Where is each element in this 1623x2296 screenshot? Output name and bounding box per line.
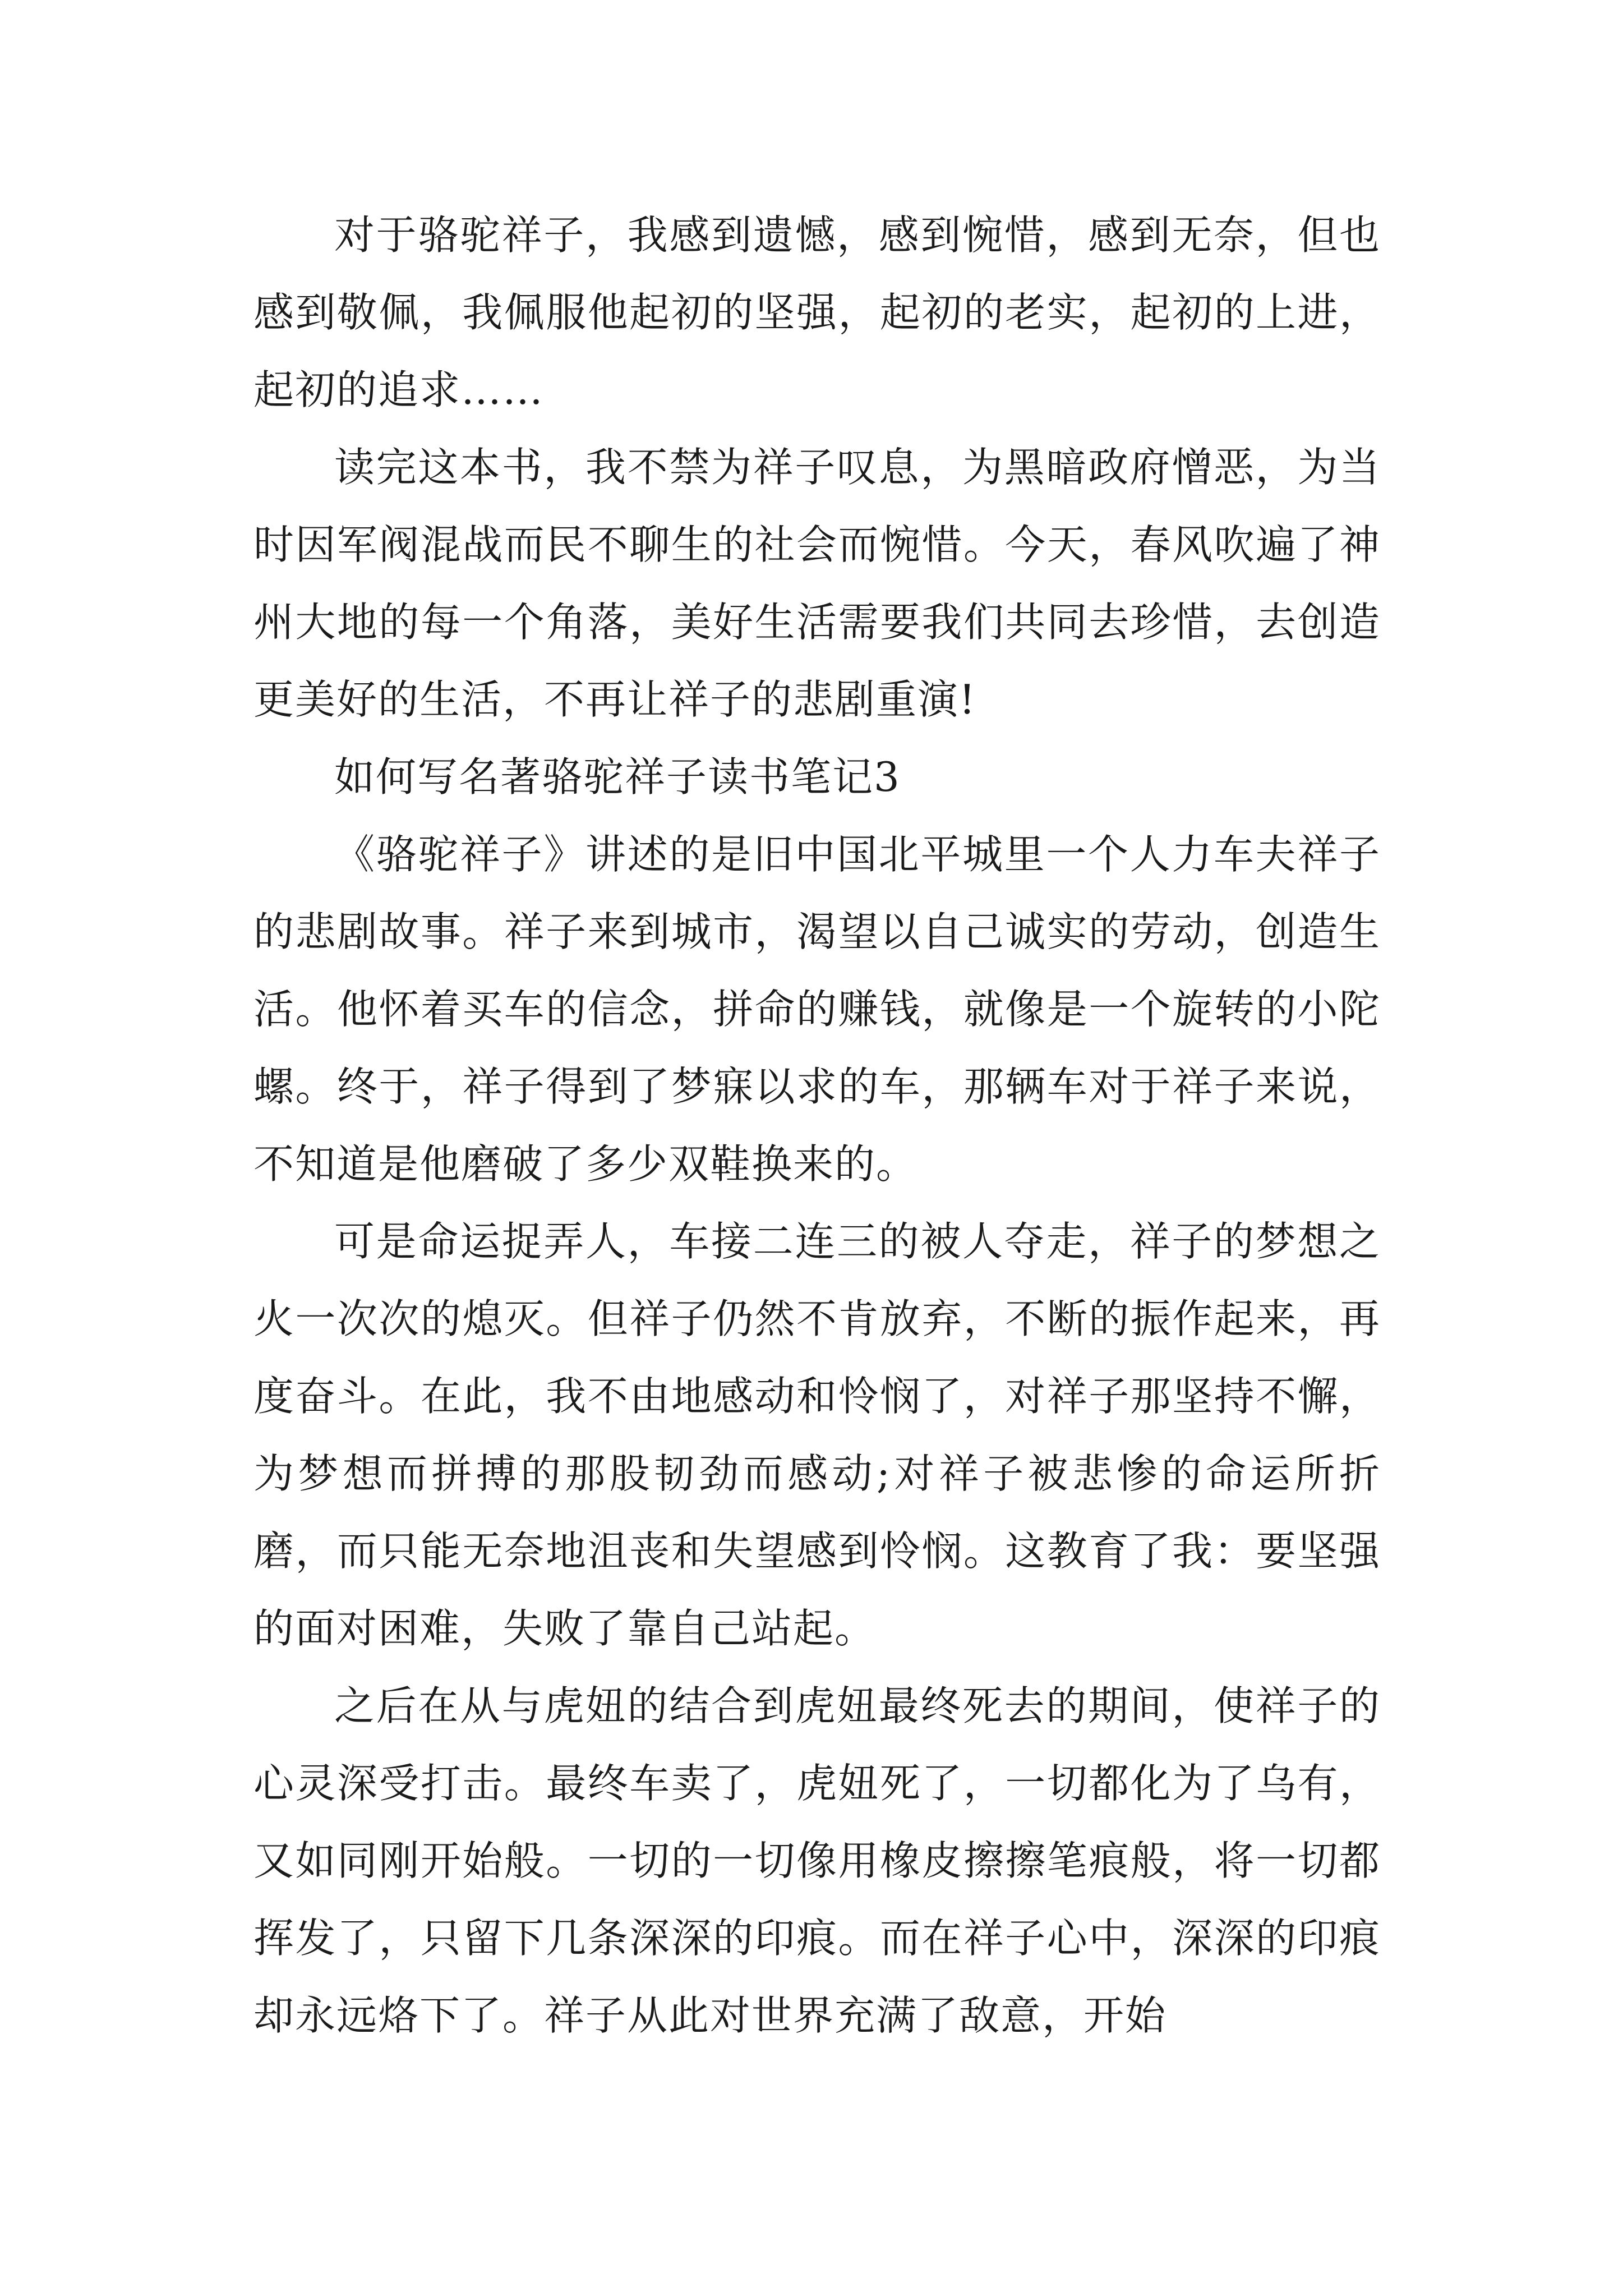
section-heading: 如何写名著骆驼祥子读书笔记3: [334, 753, 901, 800]
document-body: [253, 196, 1381, 2054]
paragraph-4: 可是命运捉弄人，车接二连三的被人夺走，祥子的梦想之火一次次的熄灭。但祥子仍然不肯放弃，不断的振作起来，再度奋斗。在此，我不由地感动和怜悯了，对祥子那坚持不懈，为梦想而拼搏的那股韧劲而感动;对祥子被悲惨的命运所折磨，而只能无奈地沮丧和失望感到怜悯。这教育了我：要坚强的面对困难，失败了靠自己站起。: [253, 1218, 1381, 1652]
paragraph-5: 之后在从与虎妞的结合到虎妞最终死去的期间，使祥子的心灵深受打击。最终车卖了，虎妞死了，一切都化为了乌有，又如同刚开始般。一切的一切像用橡皮擦擦笔痕般，将一切都挥发了，只留下几条深深的印痕。而在祥子心中，深深的印痕却永远烙下了。祥子从此对世界充满了敌意，开始: [253, 1682, 1381, 2039]
paragraph-3: 《骆驼祥子》讲述的是旧中国北平城里一个人力车夫祥子的悲剧故事。祥子来到城市，渴望以自己诚实的劳动，创造生活。他怀着买车的信念，拼命的赚钱，就像是一个旋转的小陀螺。终于，祥子得到了梦寐以求的车，那辆车对于祥子来说，不知道是他磨破了多少双鞋换来的。: [253, 831, 1381, 1188]
paragraph-2: 读完这本书，我不禁为祥子叹息，为黑暗政府憎恶，为当时因军阀混战而民不聊生的社会而惋惜。今天，春风吹遍了神州大地的每一个角落，美好生活需要我们共同去珍惜，去创造更美好的生活，不再让祥子的悲剧重演!: [253, 444, 1381, 723]
paragraph-1: 对于骆驼祥子，我感到遗憾，感到惋惜，感到无奈，但也感到敬佩，我佩服他起初的坚强，起初的老实，起初的上进，起初的追求……: [253, 211, 1381, 413]
